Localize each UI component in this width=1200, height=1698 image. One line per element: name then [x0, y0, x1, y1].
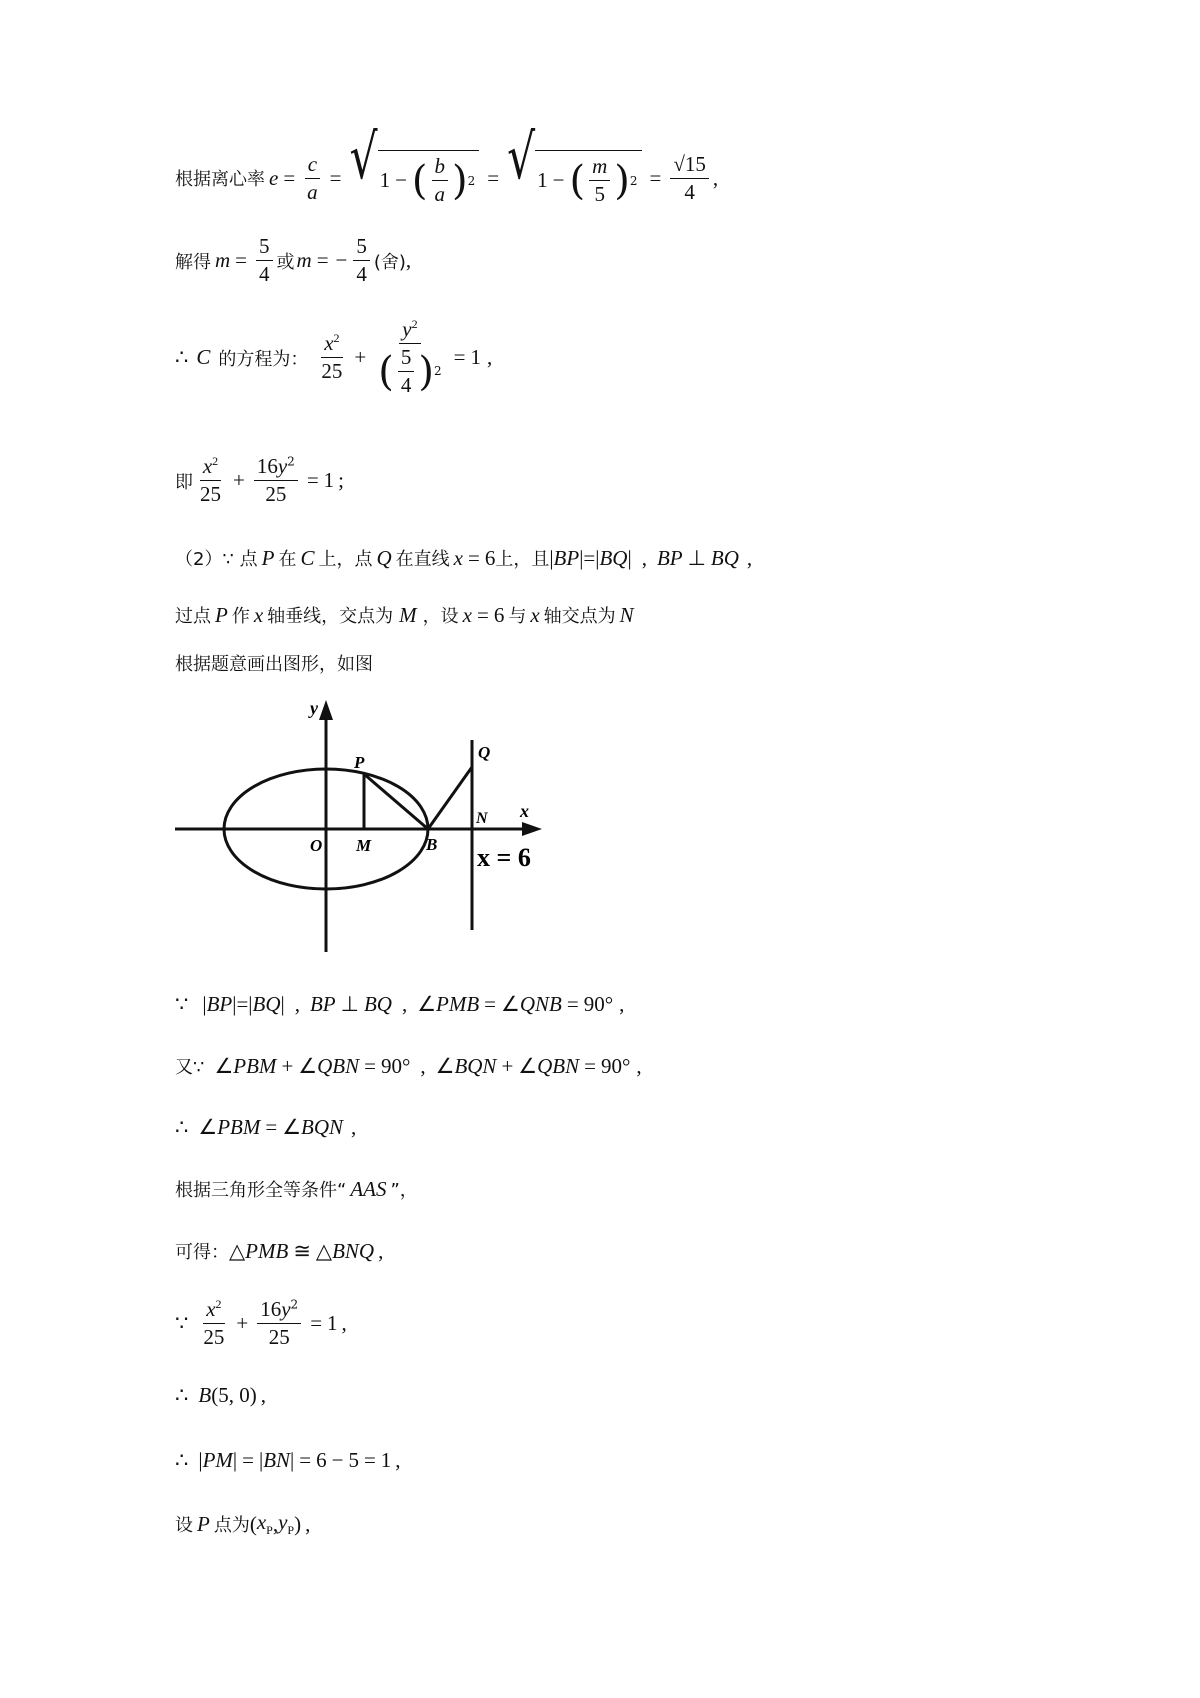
text-with: 与 [508, 606, 527, 627]
label-y: y [310, 698, 318, 718]
text-discard: (舍) [373, 251, 406, 273]
solve-m-line: 解得 m = $\frac{5}{4}$ 或 m = − $\frac{5}{4}$ (舍) , [175, 234, 412, 287]
text-eccentricity: 根据离心率 [175, 169, 265, 191]
therefore-symbol-3: ∴ [175, 1383, 189, 1407]
label-o: O [310, 836, 323, 855]
text-congruence-condition: 根据三角形全等条件“ [175, 1180, 347, 1201]
y-axis-arrow [319, 700, 333, 720]
aas-line [175, 1176, 418, 1202]
label-x: x [520, 801, 529, 821]
therefore-symbol: ∴ [175, 345, 189, 370]
text-or: 或 [276, 251, 295, 273]
text-and: 上，且 [495, 549, 550, 570]
text-axis-intersect: 轴交点为 [543, 606, 616, 627]
text-also-because: 又∵ [175, 1057, 205, 1078]
segment-bq [428, 767, 472, 829]
text-close-quote: ”， [390, 1180, 418, 1201]
angle-conclusion-line: ∴ ∠ PBM = ∠ BQN , [175, 1115, 357, 1139]
draw-figure-line [175, 650, 373, 676]
angle-sum-line: 又∵ ∠ PBM + ∠ QBN = 90° , ∠ BQN + ∠ QBN = 90° , [175, 1053, 642, 1078]
text-axis-perp: 轴垂线，交点为 [267, 606, 394, 627]
therefore-symbol-4: ∴ [175, 1448, 189, 1472]
text-through-point: 过点 [175, 606, 211, 627]
simplified-equation-line: 即 $\frac{x^2}{25}$ + $\frac{16y^2}{25}$ = 1 ; [175, 454, 344, 507]
text-aas: AAS [350, 1176, 387, 1201]
text-ie: 即 [175, 471, 193, 493]
text-let-2: 设 [175, 1515, 193, 1537]
text-solve: 解得 [175, 251, 211, 273]
equation-c-line: ∴ C 的方程为： $\frac{x^2}{25}$ + $y^2$ ( $\frac{5}{4}$ ) 2 = 1 , [175, 317, 493, 398]
text-obtain: 可得： [175, 1242, 229, 1263]
part2-line: （2）∵ 点 P 在 C 上，点 Q 在直线 x = 6 上，且 | BP |=| BQ | , BP ⊥ BQ , [175, 545, 753, 570]
label-n: N [476, 810, 488, 827]
congruent-line: 可得： △ PMB ≅ △ BNQ , [175, 1238, 384, 1263]
label-m: M [356, 836, 372, 855]
label-p: P [354, 753, 365, 772]
text-point-is: 点为 [213, 1515, 250, 1537]
ellipse-figure [170, 690, 570, 960]
label-x6: x = 6 [477, 843, 531, 872]
text-equation-is: 的方程为： [218, 348, 309, 370]
because-symbol: ∵ [175, 992, 189, 1016]
text-part2: （2）∵ 点 [175, 549, 258, 570]
angle-equal-line: ∵ | BP |=| BQ | , BP ⊥ BQ , ∠ PMB = ∠ QNB = 90° , [175, 992, 625, 1016]
label-b: B [426, 835, 438, 854]
text-draw-figure: 根据题意画出图形，如图 [175, 654, 373, 675]
eccentricity-line: 根据离心率 e = $\frac{c}{a}$ = √ 1 − ( $\frac{b}{a}$ ) 2 = √ 1 − ( $\frac{m}{5}$ ) 2 = $\frac{√15}{4}$ , [175, 121, 719, 207]
equation-recall-line: ∵ $\frac{x^2}{25}$ + $\frac{16y^2}{25}$ = 1 , [175, 1297, 347, 1350]
because-symbol-2: ∵ [175, 1311, 189, 1336]
text-upon-point: 上，点 [318, 549, 373, 570]
length-pm-line: ∴ | PM | = | BN | = 6 − 5 = 1 , [175, 1448, 401, 1472]
therefore-symbol-2: ∴ [175, 1115, 189, 1139]
label-q: Q [478, 743, 491, 762]
text-on-line: 在直线 [395, 549, 450, 570]
x-axis-arrow [522, 822, 542, 836]
text-on: 在 [278, 549, 297, 570]
perpendicular-line: 过点 P 作 x 轴垂线，交点为 M ，设 x = 6 与 x 轴交点为 N [175, 602, 634, 627]
point-b-line: ∴ B (5, 0) , [175, 1383, 266, 1407]
point-p-line: 设 P 点为 ( $x_P$ , $y_P$ ) , [175, 1510, 311, 1538]
text-make: 作 [231, 606, 250, 627]
text-let: ，设 [422, 606, 459, 627]
